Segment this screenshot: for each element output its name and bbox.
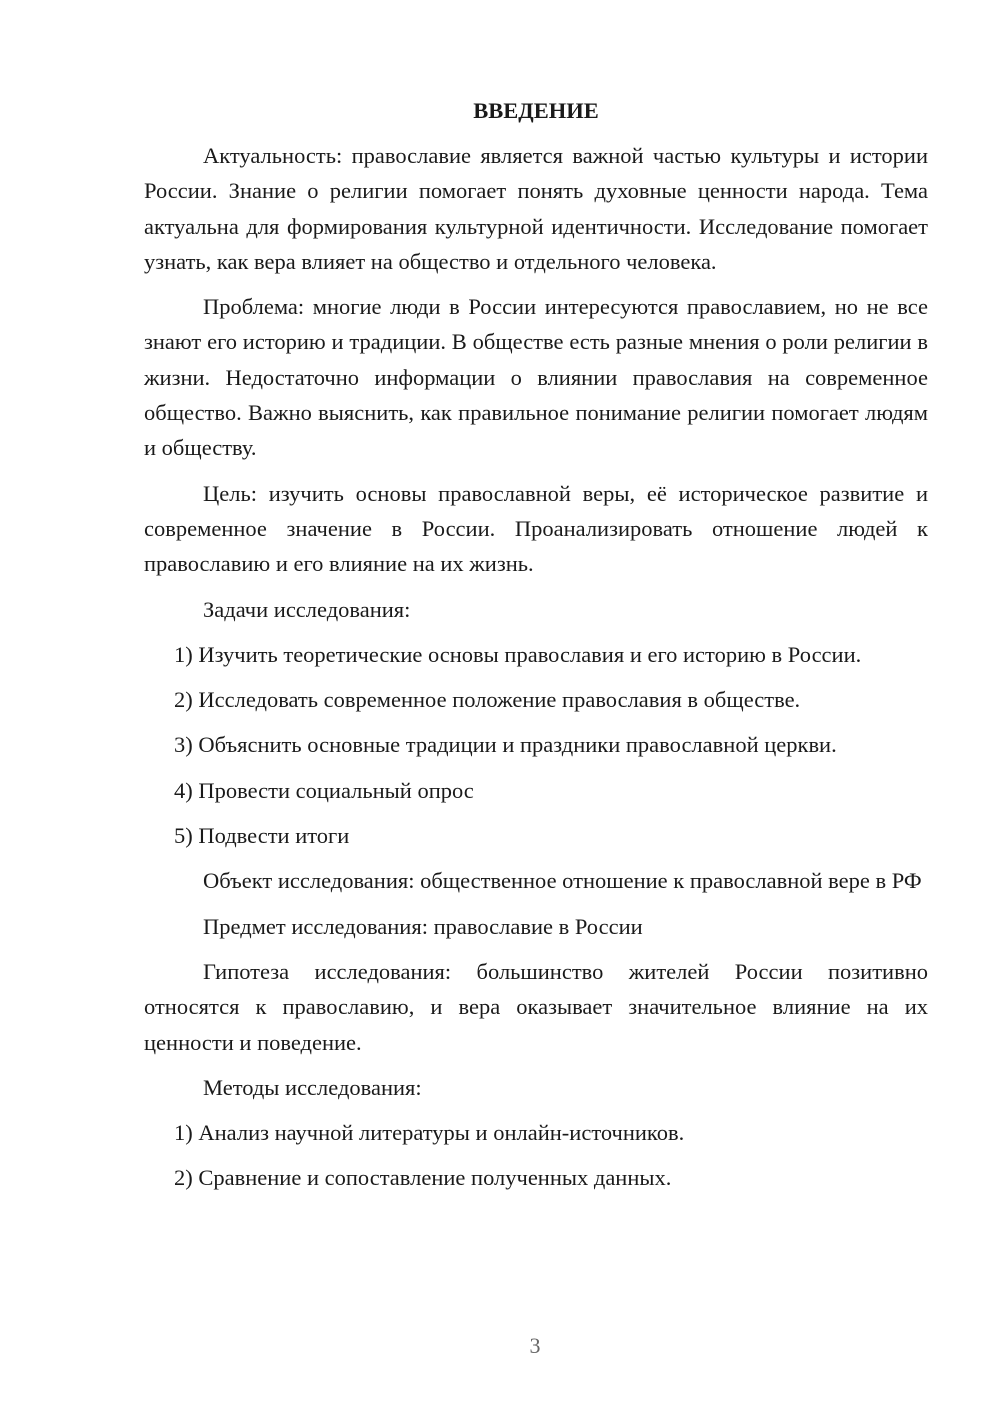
task-item: 5) Подвести итоги [174, 823, 350, 849]
problem-paragraph: Проблема: многие люди в России интересуются православием, но не все знают его историю и традиции. В обществе есть разные мнения о роли религии в жизни. Недостаточно информации о влиянии православия на современное общество. Важно выяснить, как правильное понимание религии помогает людям и обществу. [144, 294, 928, 461]
task-item: 3) Объяснить основные традиции и праздники православной церкви. [174, 732, 837, 758]
task-item: 4) Провести социальный опрос [174, 777, 474, 803]
page-content [144, 93, 928, 1206]
task-item: 2) Исследовать современное положение православия в обществе. [174, 687, 801, 713]
relevance-paragraph: Актуальность: православие является важной частью культуры и истории России. Знание о религии помогает понять духовные ценности народа. Тема актуальна для формирования культурной идентичности. Исследование помогает узнать, как вера влияет на общество и отдельного человека. [144, 143, 928, 274]
method-item: 1) Анализ научной литературы и онлайн-источников. [174, 1120, 685, 1146]
methods-heading: Методы исследования: [203, 1074, 422, 1100]
method-item: 2) Сравнение и сопоставление полученных данных. [174, 1165, 672, 1191]
page-number: 3 [529, 1333, 541, 1358]
tasks-heading: Задачи исследования: [203, 596, 411, 622]
task-item: 1) Изучить теоретические основы православия и его историю в России. [174, 641, 862, 667]
object-paragraph: Объект исследования: общественное отношение к православной вере в РФ [203, 868, 922, 894]
subject-paragraph: Предмет исследования: православие в России [203, 913, 643, 939]
goal-paragraph: Цель: изучить основы православной веры, её историческое развитие и современное значение в России. Проанализировать отношение людей к православию и его влияние на их жизнь. [144, 480, 928, 577]
hypothesis-paragraph: Гипотеза исследования: большинство жителей России позитивно относятся к православию, и вера оказывает значительное влияние на их ценности и поведение. [144, 958, 928, 1055]
section-title: ВВЕДЕНИЕ [473, 98, 599, 123]
